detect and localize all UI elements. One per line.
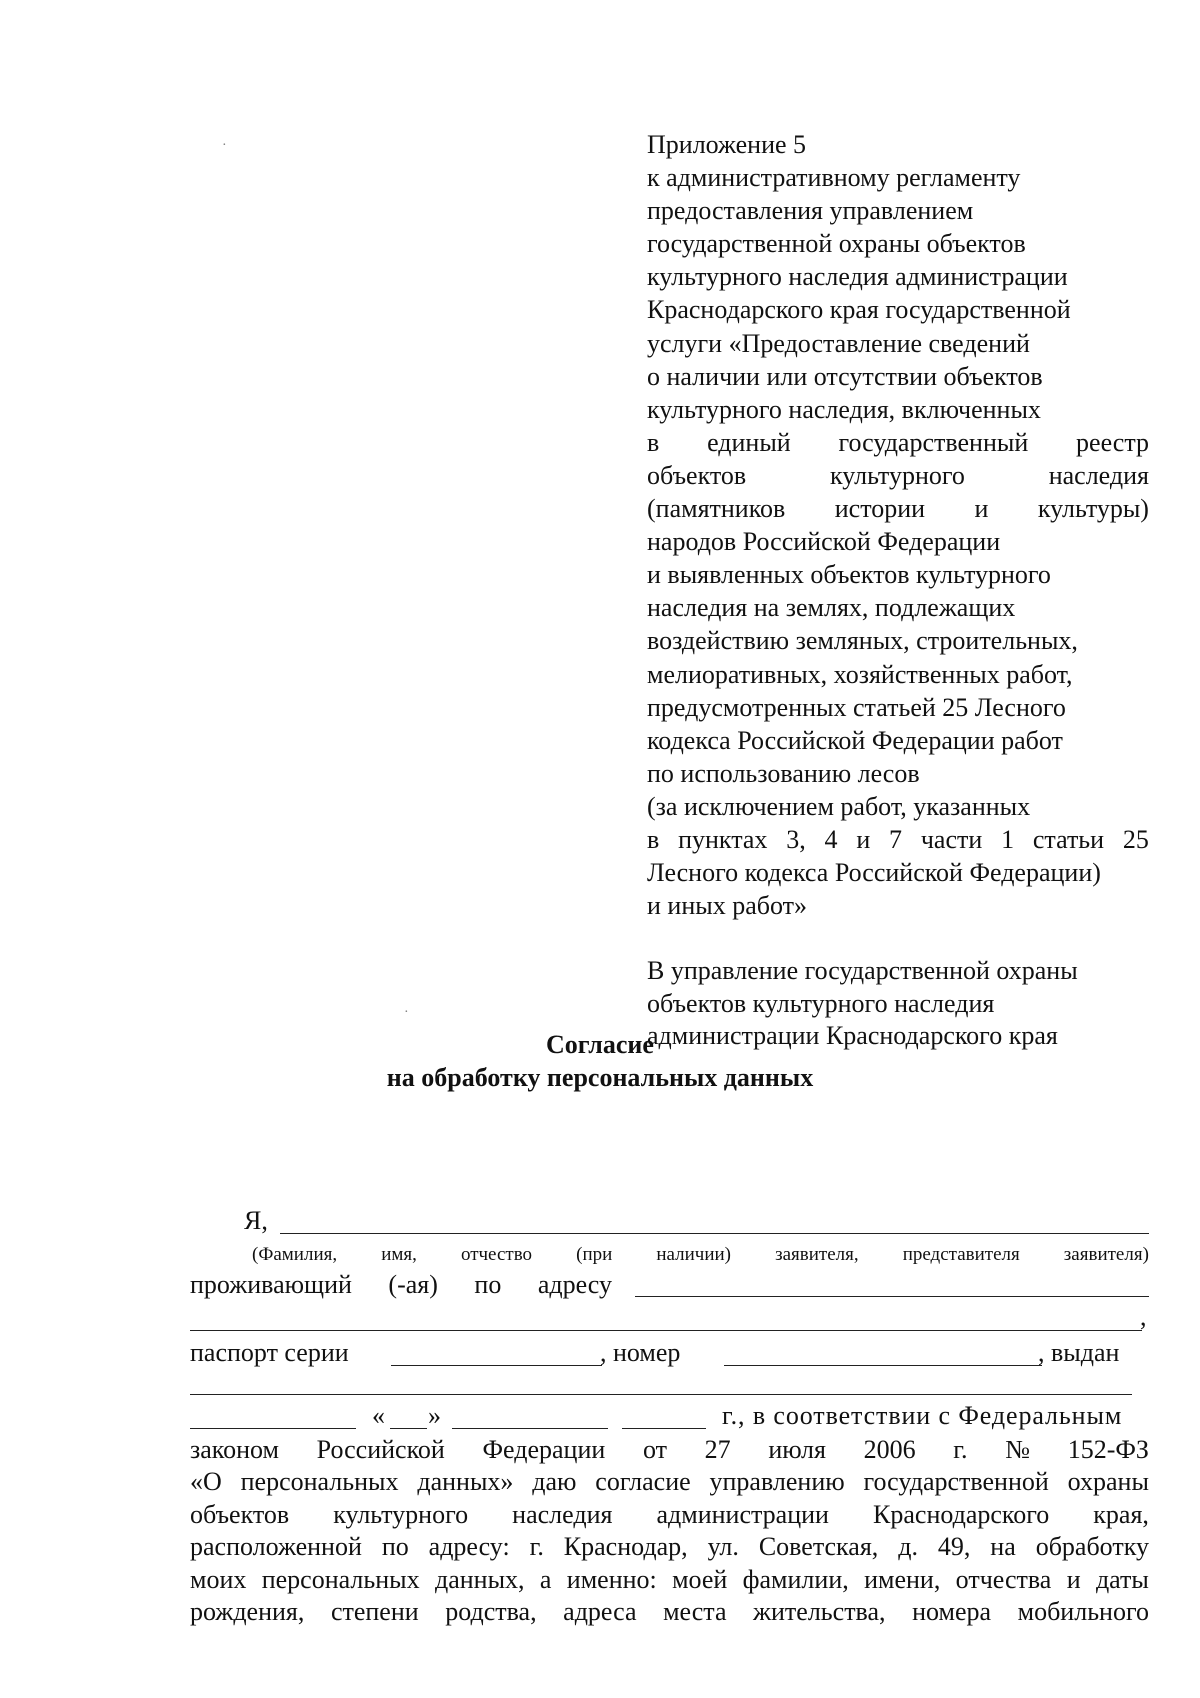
year-line[interactable] bbox=[622, 1428, 706, 1429]
justified-line bbox=[647, 426, 1149, 459]
hint-word: отчество bbox=[460, 1244, 533, 1265]
applicant-name-line[interactable] bbox=[280, 1233, 1149, 1234]
word: № bbox=[1005, 1435, 1031, 1464]
word: фамилии, bbox=[742, 1564, 849, 1594]
word: истории bbox=[834, 494, 926, 524]
word: администрации bbox=[656, 1499, 829, 1529]
hint-word: заявителя, bbox=[775, 1244, 859, 1265]
word: 1 bbox=[1001, 824, 1015, 854]
word: родства, bbox=[445, 1596, 537, 1626]
hint-word: (Фамилия, bbox=[252, 1244, 338, 1265]
hint-word: наличии) bbox=[656, 1244, 732, 1265]
address-word: (-ая) bbox=[388, 1270, 438, 1299]
justified-line bbox=[647, 492, 1149, 525]
text-line: мелиоративных, хозяйственных работ, bbox=[647, 659, 1073, 689]
text-line: и иных работ» bbox=[647, 891, 807, 921]
word: охраны bbox=[1067, 1467, 1149, 1497]
word: персональных bbox=[261, 1564, 420, 1594]
text-line: администрации Краснодарского края bbox=[647, 1021, 1058, 1050]
text-line: и выявленных объектов культурного bbox=[647, 560, 1051, 590]
word: а bbox=[539, 1564, 552, 1594]
address-word: адресу bbox=[537, 1270, 612, 1299]
word: в bbox=[647, 824, 660, 854]
word: именно: bbox=[566, 1564, 657, 1594]
justified-line bbox=[647, 459, 1149, 492]
text-line: государственной охраны объектов bbox=[647, 229, 1026, 259]
word: части bbox=[920, 824, 983, 854]
hint-word: заявителя) bbox=[1063, 1244, 1149, 1265]
word: 25 bbox=[1122, 824, 1149, 854]
word: и bbox=[856, 824, 871, 854]
hint-word: представителя bbox=[902, 1244, 1020, 1265]
justified-line bbox=[190, 1466, 1149, 1498]
word: пунктах bbox=[678, 824, 768, 854]
passport-number-label: , номер bbox=[600, 1338, 681, 1367]
word: статьи bbox=[1032, 824, 1105, 854]
hint-word: имя, bbox=[381, 1244, 417, 1265]
month-line[interactable] bbox=[452, 1428, 608, 1429]
word: культурного bbox=[829, 460, 965, 490]
document-subtitle: на обработку персональных данных bbox=[386, 1063, 814, 1092]
text-line: В управление государственной охраны bbox=[647, 956, 1078, 985]
text-line: народов Российской Федерации bbox=[647, 527, 1001, 557]
passport-series-line[interactable] bbox=[391, 1365, 602, 1366]
word: г. bbox=[529, 1532, 544, 1562]
text-line: культурного наследия администрации bbox=[647, 262, 1068, 292]
quote-open: « bbox=[372, 1401, 385, 1430]
appendix-header bbox=[647, 128, 1149, 922]
quote-close: » bbox=[428, 1401, 441, 1430]
word: мобильного bbox=[1017, 1596, 1149, 1626]
word: «О bbox=[190, 1467, 222, 1497]
word: от bbox=[642, 1435, 667, 1464]
text-line: воздействию земляных, строительных, bbox=[647, 626, 1078, 656]
address-word: проживающий bbox=[190, 1270, 352, 1299]
address-line-2[interactable] bbox=[190, 1330, 1142, 1331]
word: номера bbox=[912, 1596, 992, 1626]
date-tail-text bbox=[722, 1401, 1149, 1431]
text-line: предусмотренных статьей 25 Лесного bbox=[647, 692, 1066, 722]
word: наследия bbox=[1048, 460, 1149, 490]
justified-line bbox=[190, 1434, 1149, 1466]
word: по bbox=[381, 1532, 409, 1562]
word: наследия bbox=[512, 1499, 613, 1529]
word: имени, bbox=[864, 1564, 941, 1594]
word: культурного bbox=[333, 1499, 469, 1529]
address-line-1[interactable] bbox=[635, 1296, 1149, 1297]
word: согласие bbox=[595, 1467, 691, 1497]
word: данных, bbox=[434, 1564, 525, 1594]
word: объектов bbox=[647, 460, 747, 490]
word: культуры) bbox=[1037, 494, 1149, 524]
text-line: по использованию лесов bbox=[647, 758, 920, 788]
word: расположенной bbox=[190, 1532, 362, 1562]
text-line: культурного наследия, включенных bbox=[647, 394, 1041, 424]
passport-series-label: паспорт серии bbox=[190, 1338, 349, 1367]
word: единый bbox=[707, 427, 791, 457]
word: даю bbox=[532, 1467, 577, 1497]
address-word: по bbox=[474, 1270, 502, 1299]
text-line: Лесного кодекса Российской Федерации) bbox=[647, 858, 1101, 888]
word: государственный bbox=[838, 427, 1029, 457]
text-line: предоставления управлением bbox=[647, 196, 974, 226]
hint-word: (при bbox=[576, 1244, 613, 1265]
ya-label: Я, bbox=[244, 1206, 268, 1235]
justified-line bbox=[190, 1531, 1149, 1563]
text-line: наследия на землях, подлежащих bbox=[647, 593, 1016, 623]
word: Советская, bbox=[758, 1532, 879, 1562]
word: д. bbox=[898, 1532, 918, 1562]
word: 152-ФЗ bbox=[1067, 1435, 1149, 1464]
word: адресу: bbox=[428, 1532, 510, 1562]
document-title: Согласие bbox=[546, 1030, 654, 1059]
address-label bbox=[190, 1270, 612, 1300]
text-line: кодекса Российской Федерации работ bbox=[647, 725, 1063, 755]
consent-body bbox=[190, 1434, 1149, 1628]
word: Российской bbox=[316, 1435, 445, 1464]
text-line: к административному регламенту bbox=[647, 163, 1021, 193]
word: 4 bbox=[824, 824, 838, 854]
word: реестр bbox=[1076, 427, 1149, 457]
word: 2006 bbox=[863, 1435, 916, 1464]
day-line[interactable] bbox=[390, 1428, 427, 1429]
word: моей bbox=[672, 1564, 728, 1594]
passport-number-line[interactable] bbox=[724, 1365, 1042, 1366]
word: рождения, bbox=[190, 1596, 305, 1626]
word: г. bbox=[953, 1435, 968, 1464]
word: (памятников bbox=[647, 494, 786, 524]
justified-line bbox=[647, 823, 1149, 856]
word: государственной bbox=[863, 1467, 1049, 1497]
word: 27 bbox=[704, 1435, 731, 1464]
justified-line bbox=[190, 1564, 1149, 1596]
word: Краснодар, bbox=[563, 1532, 688, 1562]
justified-line bbox=[190, 1596, 1149, 1628]
word: и bbox=[1066, 1564, 1081, 1594]
word: на bbox=[990, 1532, 1016, 1562]
word: 7 bbox=[889, 824, 903, 854]
text-line: о наличии или отсутствии объектов bbox=[647, 361, 1043, 391]
text-line: Краснодарского края государственной bbox=[647, 295, 1071, 325]
word: данных» bbox=[417, 1467, 514, 1497]
word: 3, bbox=[786, 824, 806, 854]
word: Краснодарского bbox=[873, 1499, 1050, 1529]
word: персональных bbox=[240, 1467, 399, 1497]
word: отчества bbox=[955, 1564, 1052, 1594]
word: объектов bbox=[190, 1499, 290, 1529]
word: моих bbox=[190, 1564, 247, 1594]
scan-speck: · bbox=[222, 138, 227, 153]
word: 49, bbox=[937, 1532, 971, 1562]
word: в bbox=[647, 427, 660, 457]
applicant-name-hint bbox=[252, 1244, 1149, 1266]
word: степени bbox=[330, 1596, 419, 1626]
word: и bbox=[974, 494, 989, 524]
issued-by-tail-line[interactable] bbox=[190, 1428, 356, 1429]
text-line: объектов культурного наследия bbox=[647, 988, 995, 1018]
word: управлению bbox=[709, 1467, 845, 1497]
scan-speck: · bbox=[404, 1005, 409, 1020]
text-line: услуги «Предоставление сведений bbox=[647, 328, 1030, 358]
word: жительства, bbox=[753, 1596, 886, 1626]
text-line: (за исключением работ, указанных bbox=[647, 791, 1031, 821]
word: законом bbox=[190, 1435, 279, 1464]
word: адреса bbox=[563, 1596, 637, 1626]
word: обработку bbox=[1035, 1532, 1149, 1562]
word: июля bbox=[768, 1435, 826, 1464]
address-comma: , bbox=[1140, 1302, 1147, 1331]
justified-line bbox=[190, 1499, 1149, 1531]
passport-issued-label: , выдан bbox=[1038, 1338, 1120, 1367]
text-line: Приложение 5 bbox=[647, 130, 807, 159]
word: Федерации bbox=[482, 1435, 606, 1464]
word: края, bbox=[1093, 1499, 1149, 1529]
date-tail-label: г., в соответствии с Федеральным bbox=[722, 1401, 1123, 1430]
word: места bbox=[663, 1596, 727, 1626]
word: ул. bbox=[707, 1532, 739, 1562]
issued-by-line[interactable] bbox=[190, 1394, 1132, 1395]
word: даты bbox=[1095, 1564, 1149, 1594]
